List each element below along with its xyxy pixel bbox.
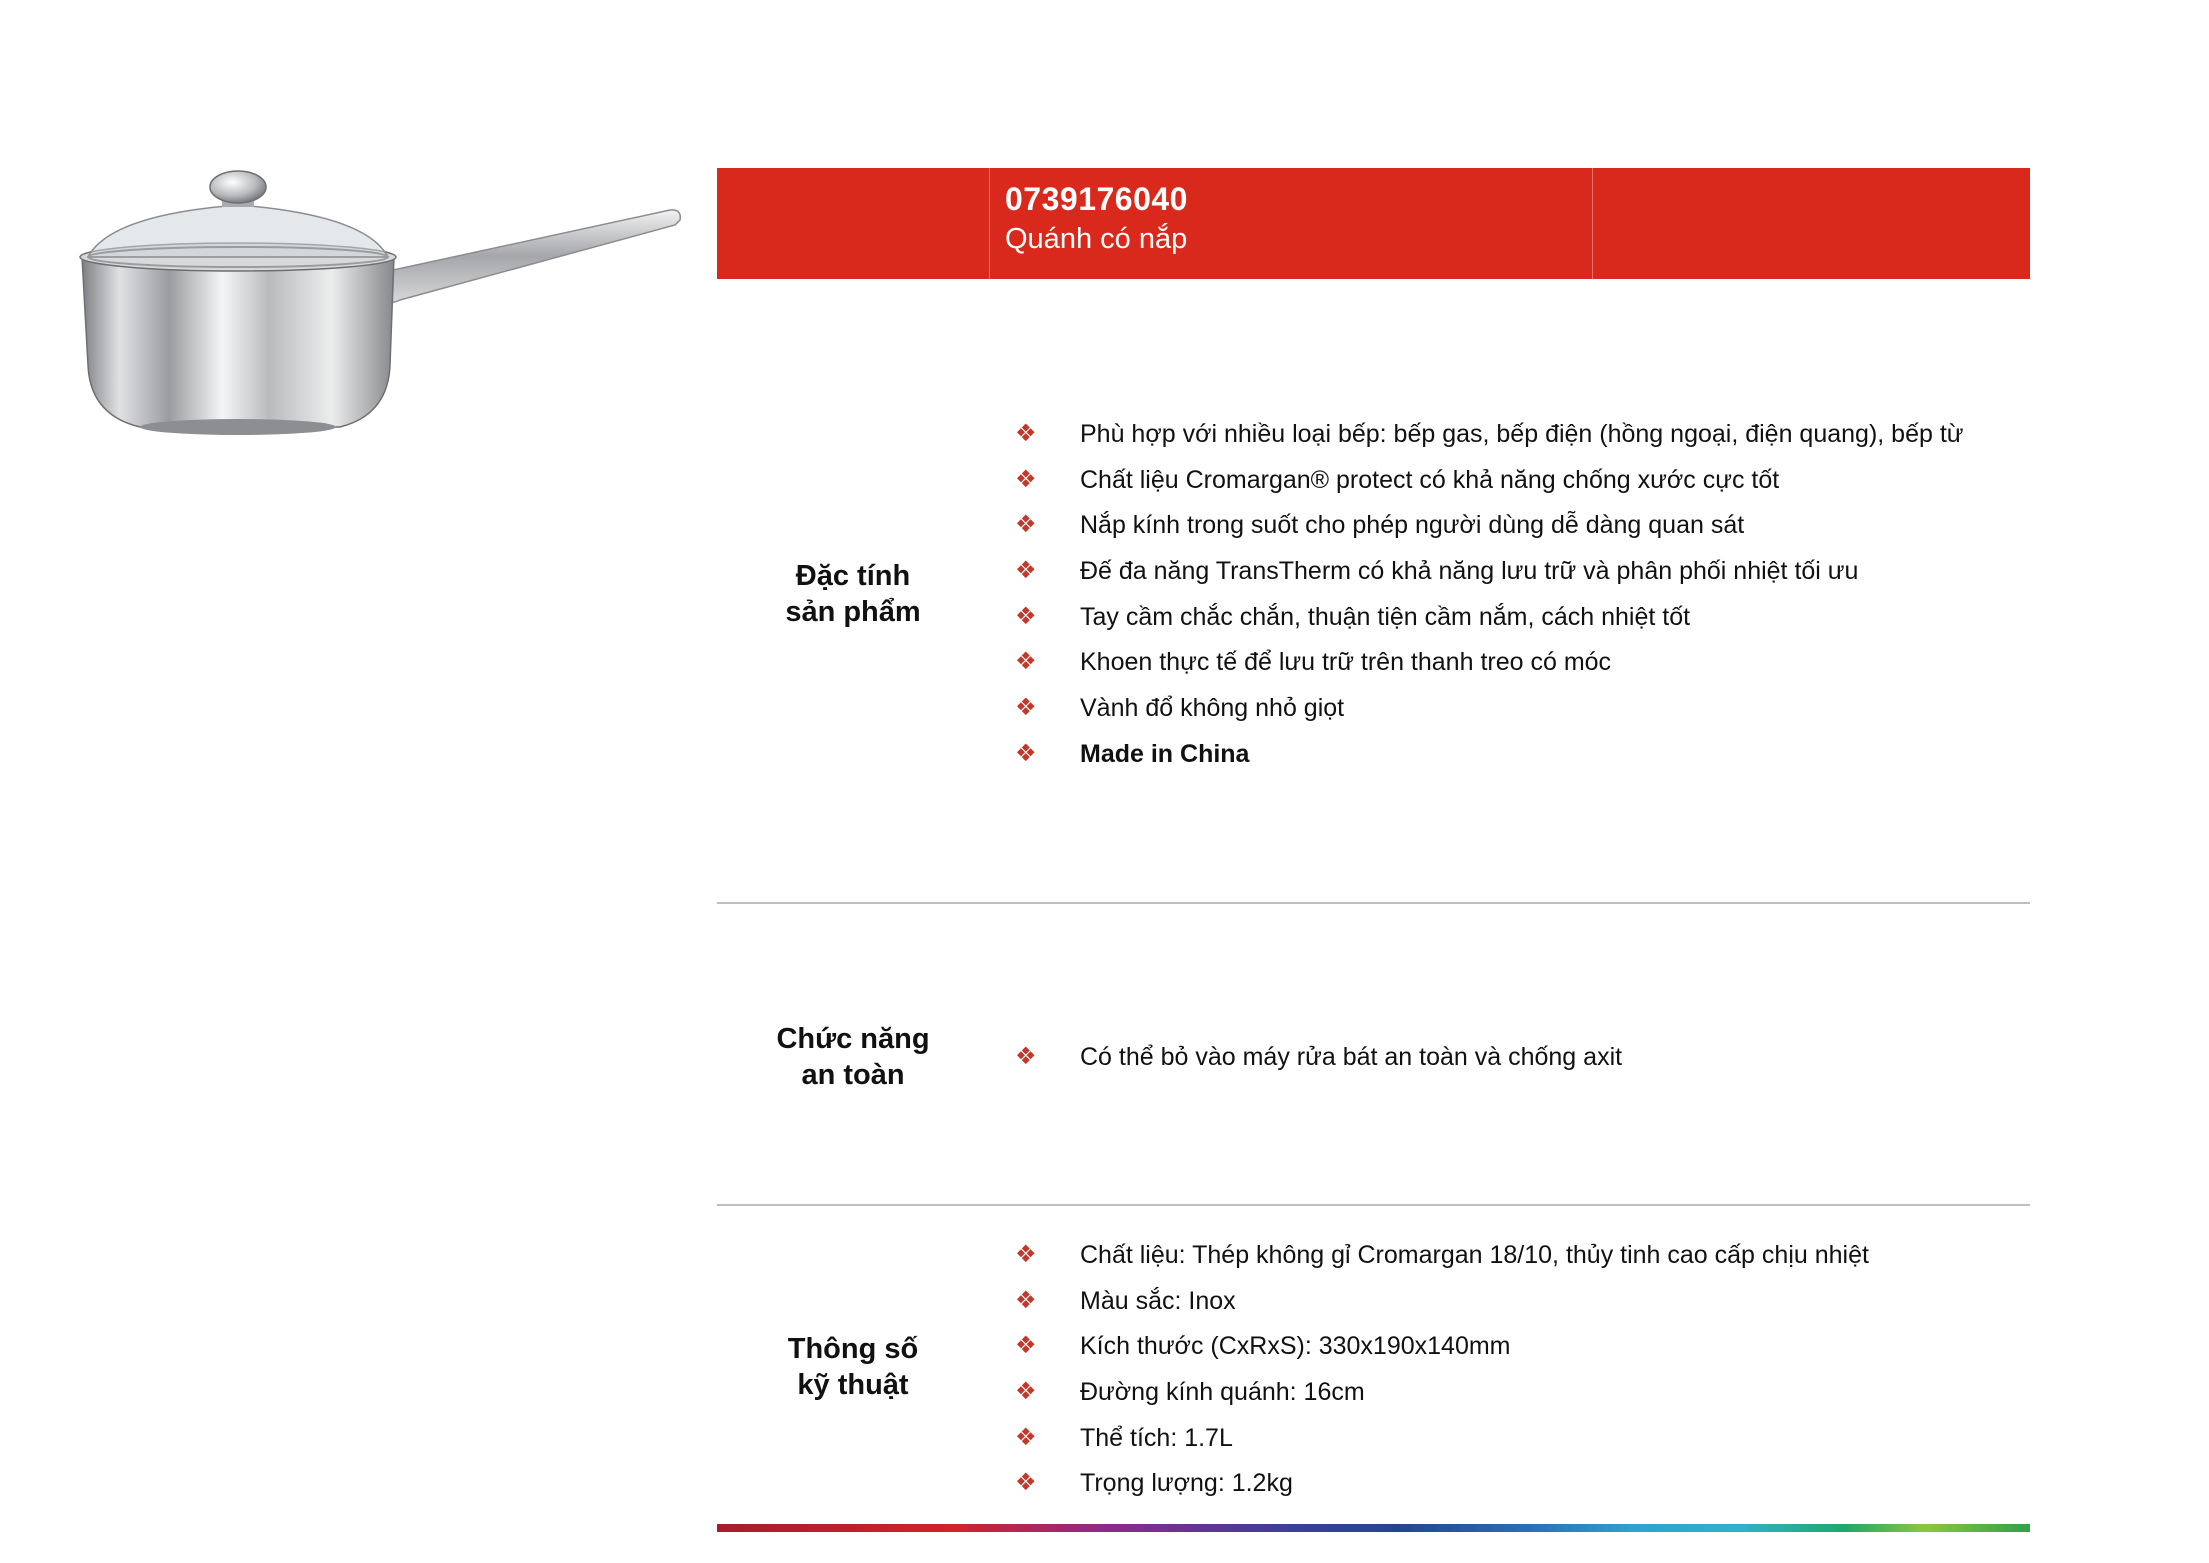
list-item: ❖ Đường kính quánh: 16cm bbox=[1015, 1374, 1869, 1420]
section-title-line: an toàn bbox=[801, 1059, 905, 1091]
features-list bbox=[1015, 416, 1964, 782]
section-title-line: Chức năng bbox=[776, 1023, 930, 1055]
product-header bbox=[717, 168, 2030, 279]
diamond-flower-icon: ❖ bbox=[1015, 511, 1037, 539]
section-title-safety bbox=[717, 1021, 989, 1093]
section-divider bbox=[717, 1204, 2030, 1206]
list-item: ❖ Trọng lượng: 1.2kg bbox=[1015, 1465, 1869, 1511]
product-code: 0739176040 bbox=[1005, 181, 1188, 217]
specs-list bbox=[1015, 1237, 1869, 1511]
diamond-flower-icon: ❖ bbox=[1015, 465, 1037, 493]
diamond-flower-icon: ❖ bbox=[1015, 648, 1037, 676]
list-item: ❖ Chất liệu Cromargan® protect có khả năng chống xước cực tốt bbox=[1015, 462, 1964, 508]
diamond-flower-icon: ❖ bbox=[1015, 1378, 1037, 1406]
list-item: ❖ Màu sắc: Inox bbox=[1015, 1283, 1869, 1329]
list-item: ❖ Khoen thực tế để lưu trữ trên thanh treo có móc bbox=[1015, 644, 1964, 690]
section-title-line: Thông số bbox=[787, 1333, 919, 1365]
list-item: ❖ Chất liệu: Thép không gỉ Cromargan 18/10, thủy tinh cao cấp chịu nhiệt bbox=[1015, 1237, 1869, 1283]
safety-list bbox=[1015, 1039, 1622, 1085]
header-divider bbox=[1592, 168, 1593, 279]
list-item: ❖ Có thể bỏ vào máy rửa bát an toàn và chống axit bbox=[1015, 1039, 1622, 1085]
diamond-flower-icon: ❖ bbox=[1015, 557, 1037, 585]
list-item: ❖ Tay cầm chắc chắn, thuận tiện cầm nắm, cách nhiệt tốt bbox=[1015, 599, 1964, 645]
footer-color-bar bbox=[717, 1524, 2030, 1532]
diamond-flower-icon: ❖ bbox=[1015, 1469, 1037, 1497]
diamond-flower-icon: ❖ bbox=[1015, 1241, 1037, 1268]
list-item: ❖ Nắp kính trong suốt cho phép người dùng dễ dàng quan sát bbox=[1015, 507, 1964, 553]
section-title-specs bbox=[717, 1331, 989, 1403]
section-title-line: Đặc tính bbox=[795, 560, 911, 592]
list-item: ❖ Phù hợp với nhiều loại bếp: bếp gas, bếp điện (hồng ngoại, điện quang), bếp từ bbox=[1015, 416, 1964, 462]
diamond-flower-icon: ❖ bbox=[1015, 420, 1037, 447]
diamond-flower-icon: ❖ bbox=[1015, 1332, 1037, 1360]
section-title-line: sản phẩm bbox=[785, 596, 921, 628]
list-item: ❖ Kích thước (CxRxS): 330x190x140mm bbox=[1015, 1328, 1869, 1374]
section-title-features bbox=[717, 558, 989, 630]
list-item: ❖ Thể tích: 1.7L bbox=[1015, 1420, 1869, 1466]
list-item: ❖ Vành đổ không nhỏ giọt bbox=[1015, 690, 1964, 736]
product-image bbox=[70, 165, 685, 445]
diamond-flower-icon: ❖ bbox=[1015, 739, 1037, 767]
diamond-flower-icon: ❖ bbox=[1015, 602, 1037, 630]
list-item: ❖ Đế đa năng TransTherm có khả năng lưu trữ và phân phối nhiệt tối ưu bbox=[1015, 553, 1964, 599]
diamond-flower-icon: ❖ bbox=[1015, 1423, 1037, 1451]
header-divider bbox=[989, 168, 990, 279]
diamond-flower-icon: ❖ bbox=[1015, 694, 1037, 722]
section-title-line: kỹ thuật bbox=[797, 1369, 909, 1401]
diamond-flower-icon: ❖ bbox=[1015, 1286, 1037, 1314]
list-item: ❖ Made in China bbox=[1015, 736, 1964, 782]
section-divider bbox=[717, 902, 2030, 904]
product-name: Quánh có nắp bbox=[1005, 223, 1188, 255]
diamond-flower-icon: ❖ bbox=[1015, 1043, 1037, 1070]
